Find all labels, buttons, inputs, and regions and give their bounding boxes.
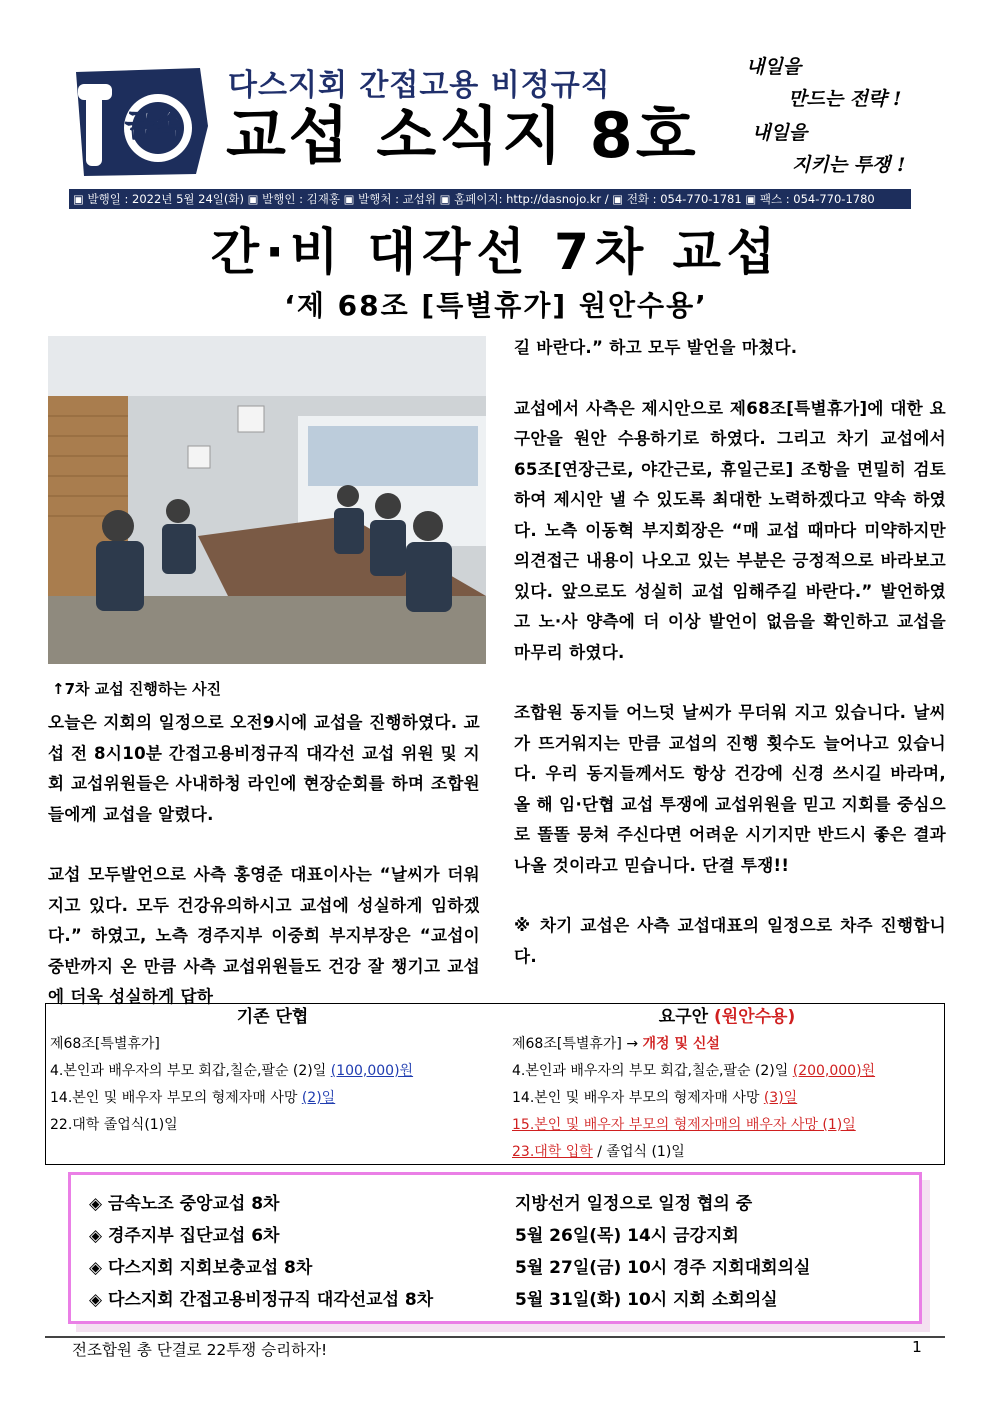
schedule-event: ◈ 다스지회 간접고용비정규직 대각선교섭 8차 (89, 1290, 434, 1310)
newsletter-title: 교섭 소식지 8호 (226, 99, 699, 172)
slogan-line-3: 내일을 (752, 122, 808, 144)
article-left-column (48, 708, 480, 1013)
article-paragraph: 길 바란다.” 하고 모두 발언을 마쳤다. (514, 338, 798, 357)
schedule-time: 5월 31일(화) 10시 지회 소회의실 (515, 1290, 778, 1310)
schedule-event: ◈ 금속노조 중앙교섭 8차 (89, 1194, 280, 1214)
logo-text: 금속 (125, 109, 183, 144)
schedule-event: ◈ 다스지회 지회보충교섭 8차 (89, 1258, 313, 1278)
slogan-line-4: 지키는 투쟁 ! (792, 154, 906, 176)
schedule-time: 5월 27일(금) 10시 경주 지회대회의실 (515, 1258, 811, 1278)
headline: 간·비 대각선 7차 교섭 (210, 223, 782, 281)
negotiation-photo (48, 336, 486, 664)
demand-header: 요구안 (원안수용) (658, 1007, 796, 1027)
page-number: 1 (912, 1338, 922, 1356)
demand-row: 23.대학 입학 / 졸업식 (1)일 (512, 1144, 685, 1160)
publication-info-bar: ▣ 발행일 : 2022년 5월 24일(화) ▣ 발행인 : 김재홍 ▣ 발행처 : 교섭위 ▣ 홈페이지: http://dasnojo.kr / ▣ 전화 : 054-770-1781 ▣ 팩스 : 054-770-1780 (69, 189, 911, 209)
demand-row: 4.본인과 배우자의 부모 회갑,칠순,팔순 (2)일 (200,000)원 (512, 1063, 876, 1079)
schedule-box (68, 1172, 922, 1324)
photo-caption: ↑7차 교섭 진행하는 사진 (52, 680, 222, 698)
article-paragraph: 교섭 모두발언으로 사측 홍영준 대표이사는 “날씨가 더워지고 있다. 모두 건강유의하시고 교섭에 성실하게 임하겠다.” 하였고, 노측 경주지부 이중희 부지부장은 “교섭이 중반까지 온 만큼 사측 교섭위원들도 건강 잘 챙기고 교섭에 더욱 성실하게 답하 (48, 865, 480, 1006)
subheadline: ‘제 68조 [특별휴가] 원안수용’ (284, 289, 708, 322)
article-paragraph: 오늘은 지회의 일정으로 오전9시에 교섭을 진행하였다. 교섭 전 8시10분 간접고용비정규직 대각선 교섭 위원 및 지회 교섭위원들은 사내하청 라인에 현장순회를 하며 조합원들에게 교섭을 알렸다. (48, 713, 480, 824)
existing-agreement-header: 기존 단협 (236, 1007, 309, 1027)
existing-agreement-column (50, 1004, 495, 1139)
next-negotiation-note: ※ 차기 교섭은 사측 교섭대표의 일정으로 차주 진행합니다. (514, 916, 946, 966)
demand-row: 14.본인 및 배우자 부모의 형제자매 사망 (3)일 (512, 1090, 798, 1106)
supertitle: 다스지회 간접고용 비정규직 (228, 68, 611, 103)
article-label: 제68조[특별휴가] → 개정 및 신설 (512, 1036, 720, 1052)
article-paragraph: 교섭에서 사측은 제시안으로 제68조[특별휴가]에 대한 요구안을 원안 수용하기로 하였다. 그리고 차기 교섭에서 65조[연장근로, 야간근로, 휴일근로] 조항을 면밀히 검토하여 제시안 낼 수 있도록 최대한 노력하겠다고 약속 하였다. 노측 이동혁 부지회장은 “매 교섭 때마다 미약하지만 의견접근 내용이 나오고 있는 부분은 긍정적으로 바라보고 있다. 앞으로도 성실히 교섭 임해주길 바란다.” 발언하였고 노·사 양측에 더 이상 발언이 없음을 확인하고 교섭을 마무리 하였다. (514, 398, 946, 662)
union-logo (72, 66, 212, 178)
article-label: 제68조[특별휴가] (50, 1036, 160, 1052)
comparison-table (45, 1003, 945, 1165)
schedule-event: ◈ 경주지부 집단교섭 6차 (89, 1226, 280, 1246)
agreement-row: 22.대학 졸업식(1)일 (50, 1117, 178, 1133)
demand-row: 15.본인 및 배우자 부모의 형제자매의 배우자 사망 (1)일 (512, 1117, 856, 1133)
agreement-row: 14.본인 및 배우자 부모의 형제자매 사망 (2)일 (50, 1090, 336, 1106)
schedule-time: 지방선거 일정으로 일정 협의 중 (515, 1194, 753, 1214)
article-right-column (514, 333, 946, 972)
article-paragraph: 조합원 동지들 어느덧 날씨가 무더워 지고 있습니다. 날씨가 뜨거워지는 만큼 교섭의 진행 횟수도 늘어나고 있습니다. 우리 동지들께서도 항상 건강에 신경 쓰시길 바라며, 올 해 임·단협 교섭 투쟁에 교섭위원을 믿고 지회를 중심으로 똘똘 뭉쳐 주신다면 어려운 시기지만 반드시 좋은 결과 나올 것이라고 믿습니다. 단결 투쟁!! (514, 703, 946, 875)
demand-column (512, 1004, 942, 1166)
slogan-line-2: 만드는 전략 ! (788, 88, 902, 110)
schedule-time: 5월 26일(목) 14시 금강지회 (515, 1226, 739, 1246)
agreement-row: 4.본인과 배우자의 부모 회갑,칠순,팔순 (2)일 (100,000)원 (50, 1063, 414, 1079)
slogan-line-1: 내일을 (746, 56, 802, 78)
footer-slogan: 전조합원 총 단결로 22투쟁 승리하자! (72, 1341, 328, 1359)
